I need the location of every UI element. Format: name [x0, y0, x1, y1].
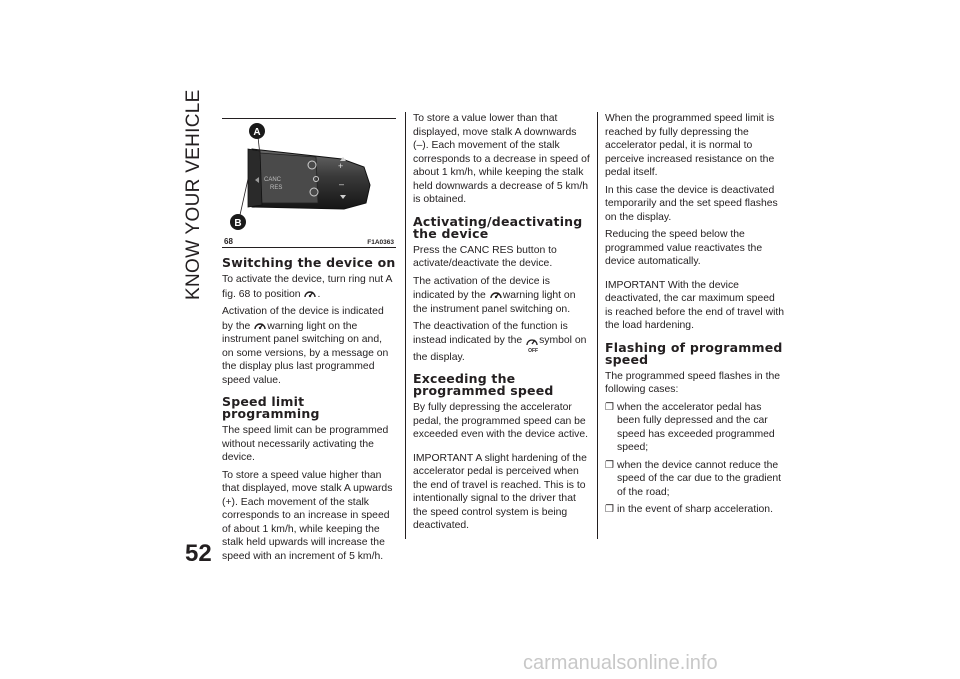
column-1 [222, 112, 396, 567]
paragraph: The activation of the device is indicated by the warning light on the instrument panel switching on. [413, 275, 576, 315]
list-item: ❐ when the device cannot reduce the speed of the car due to the gradient of the road; [605, 459, 782, 498]
heading-flashing-speed: Flashing of programmed speed [605, 339, 783, 367]
section-title: KNOW YOUR VEHICLE [183, 89, 204, 300]
heading-exceeding-speed: Exceeding the programmed speed [413, 371, 554, 398]
speed-limiter-icon [253, 319, 267, 331]
column-divider [597, 112, 598, 539]
heading-speed-limit-programming: Speed limit programming [222, 394, 320, 421]
speed-limiter-stalk-illustration [222, 119, 396, 247]
paragraph: To activate the device, turn ring nut A fig. 68 to position . [222, 274, 392, 300]
checkbox-bullet-icon: ❐ [605, 459, 614, 471]
paragraph: To store a speed value higher than that displayed, move stalk A upwards (+). Each movement of the stalk corresponds to an increase in speed of about 1 km/h, while keeping the stalk held upwards will increase the speed with an increment of 5 km/h. [222, 469, 393, 562]
watermark: carmanualsonline.info [523, 652, 718, 674]
paragraph: Reducing the speed below the programmed value reactivates the device automatically. [605, 229, 763, 267]
speed-limiter-icon [489, 288, 503, 300]
paragraph: Press the CANC RES button to activate/deactivate the device. [413, 244, 557, 269]
heading-activating-deactivating: Activating/deactivating the device [413, 213, 583, 241]
page-number: 52 [185, 540, 212, 567]
figure-68 [222, 118, 396, 248]
speed-limiter-icon [303, 287, 317, 299]
column-divider [405, 112, 406, 539]
list-item: ❐ in the event of sharp acceleration. [605, 504, 773, 515]
res-label: RES [270, 185, 283, 191]
column-3 [605, 112, 785, 521]
paragraph: The speed limit can be programmed without necessarily activating the device. [222, 425, 389, 463]
paragraph: Activation of the device is indicated by the warning light on the instrument panel switching on and, on some versions, by a message on the display plus last programmed speed value. [222, 306, 389, 386]
paragraph: When the programmed speed limit is reached by fully depressing the accelerator pedal, it is normal to perceive increased resistance on the pedal itself. [605, 113, 775, 178]
heading-switching-on: Switching the device on [222, 255, 396, 270]
svg-text:B: B [234, 218, 242, 229]
callout-a [249, 123, 265, 139]
figure-number: 68 [224, 237, 233, 246]
svg-text:A: A [253, 127, 261, 138]
minus-label: – [339, 179, 345, 189]
paragraph: The programmed speed flashes in the following cases: [605, 370, 781, 395]
plus-label: + [338, 161, 344, 171]
paragraph: By fully depressing the accelerator pedal, the programmed speed can be exceeded even with the device active. [413, 402, 589, 440]
callout-b [230, 214, 246, 230]
paragraph: The deactivation of the function is instead indicated by the OFF symbol on the display. [413, 321, 587, 363]
speed-limiter-off-icon: OFF [525, 337, 539, 351]
figure-code: F1A0363 [367, 239, 394, 246]
column-2 [413, 112, 591, 537]
checkbox-bullet-icon: ❐ [605, 401, 614, 413]
checkbox-bullet-icon: ❐ [605, 504, 614, 515]
paragraph: To store a value lower than that displayed, move stalk A downwards (–). Each movement of the stalk corresponds to a decrease in speed of about 1 km/h, while keeping the stalk held downwards a decrease of 5 km/h is obtained. [413, 113, 590, 205]
important-note: IMPORTANT With the device deactivated, the car maximum speed is reached before the end of travel with the load hardening. [605, 279, 785, 331]
paragraph: In this case the device is deactivated temporarily and the set speed flashes on the display. [605, 184, 778, 223]
canc-label: CANC [264, 177, 282, 183]
list-item: ❐ when the accelerator pedal has been fully depressed and the car speed has exceeded programmed speed; [605, 401, 775, 453]
important-note: IMPORTANT A slight hardening of the accelerator pedal is perceived when the end of travel is reached. This is to intentionally signal to the driver that the speed control system is being deactivated. [413, 452, 587, 531]
